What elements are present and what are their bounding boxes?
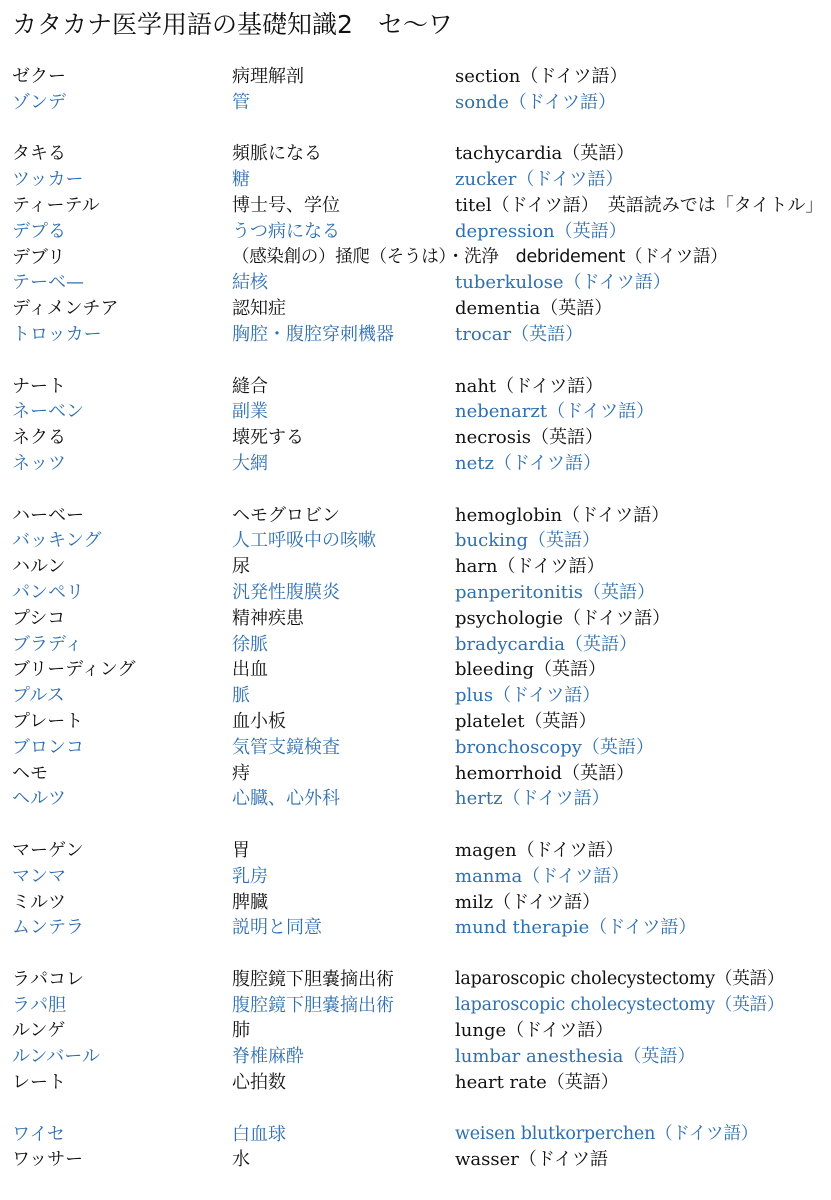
term-meaning: 糖 bbox=[232, 169, 250, 191]
term-meaning: 尿 bbox=[232, 556, 250, 578]
term-origin: manma（ドイツ語） bbox=[455, 865, 630, 887]
term-origin: heart rate（英語） bbox=[455, 1072, 619, 1094]
term-origin: milz（ドイツ語） bbox=[455, 891, 601, 913]
term-group bbox=[0, 503, 831, 813]
term-meaning: 肺 bbox=[232, 1020, 250, 1042]
term-row bbox=[0, 245, 831, 271]
term-katakana: ツッカー bbox=[12, 169, 84, 191]
term-origin: platelet（英語） bbox=[455, 710, 597, 732]
term-origin: titel（ドイツ語） 英語読みでは「タイトル」 bbox=[455, 194, 824, 216]
term-origin: zucker（ドイツ語） bbox=[455, 169, 624, 191]
term-row bbox=[0, 270, 831, 296]
term-meaning: 腹腔鏡下胆嚢摘出術 bbox=[232, 994, 394, 1016]
term-meaning: 博士号、学位 bbox=[232, 194, 340, 216]
term-row bbox=[0, 90, 831, 116]
term-katakana: ラパコレ bbox=[12, 968, 84, 990]
term-row bbox=[0, 864, 831, 890]
term-origin: bleeding（英語） bbox=[455, 659, 606, 681]
term-row bbox=[0, 322, 831, 348]
term-origin: dementia（英語） bbox=[455, 298, 613, 320]
term-meaning: 痔 bbox=[232, 762, 250, 784]
term-meaning: 心臓、心外科 bbox=[232, 788, 340, 810]
glossary bbox=[0, 64, 831, 1199]
term-meaning: 精神疾患 bbox=[232, 607, 304, 629]
term-katakana: トロッカー bbox=[12, 323, 102, 345]
term-row bbox=[0, 554, 831, 580]
term-origin: lunge（ドイツ語） bbox=[455, 1020, 614, 1042]
term-row bbox=[0, 786, 831, 812]
term-katakana: ネクる bbox=[12, 427, 66, 449]
term-row bbox=[0, 838, 831, 864]
term-origin: hertz（ドイツ語） bbox=[455, 788, 610, 810]
term-row bbox=[0, 761, 831, 787]
term-origin: lumbar anesthesia（英語） bbox=[455, 1046, 696, 1068]
term-meaning: 結核 bbox=[232, 272, 268, 294]
term-origin: naht（ドイツ語） bbox=[455, 375, 604, 397]
term-katakana: プルス bbox=[12, 685, 65, 707]
term-katakana: ナート bbox=[12, 375, 66, 397]
term-katakana: テーベ— bbox=[12, 272, 84, 294]
term-katakana: ハーベー bbox=[12, 504, 84, 526]
term-origin: sonde（ドイツ語） bbox=[455, 91, 616, 113]
term-row bbox=[0, 425, 831, 451]
term-row bbox=[0, 1044, 831, 1070]
term-row bbox=[0, 503, 831, 529]
term-origin: bronchoscopy（英語） bbox=[455, 736, 654, 758]
term-origin: hemoglobin（ドイツ語） bbox=[455, 504, 670, 526]
term-katakana: ラパ胆 bbox=[12, 994, 66, 1016]
term-meaning: 胸腔・腹腔穿刺機器 bbox=[232, 323, 394, 345]
term-row bbox=[0, 657, 831, 683]
term-row bbox=[0, 1070, 831, 1096]
term-katakana: ブリーディング bbox=[12, 659, 136, 681]
term-origin: bucking（英語） bbox=[455, 530, 600, 552]
term-row bbox=[0, 709, 831, 735]
term-katakana: ワイセ bbox=[12, 1123, 65, 1145]
term-row bbox=[0, 1122, 831, 1148]
term-group bbox=[0, 64, 831, 116]
term-katakana: マーゲン bbox=[12, 839, 84, 861]
term-row bbox=[0, 296, 831, 322]
term-katakana: ムンテラ bbox=[12, 917, 84, 939]
term-meaning: 脈 bbox=[232, 685, 250, 707]
term-katakana: ミルツ bbox=[12, 891, 66, 913]
term-origin: psychologie（ドイツ語） bbox=[455, 607, 671, 629]
term-meaning: 腹腔鏡下胆嚢摘出術 bbox=[232, 968, 394, 990]
term-origin: hemorrhoid（英語） bbox=[455, 762, 635, 784]
term-origin: section（ドイツ語） bbox=[455, 66, 628, 87]
term-origin: depression（英語） bbox=[455, 220, 627, 242]
term-row bbox=[0, 735, 831, 761]
term-row bbox=[0, 915, 831, 941]
term-meaning: 病理解剖 bbox=[232, 66, 304, 87]
term-origin: harn（ドイツ語） bbox=[455, 556, 605, 578]
term-meaning: 管 bbox=[232, 91, 250, 113]
term-meaning: 汎発性腹膜炎 bbox=[232, 581, 340, 603]
term-row bbox=[0, 632, 831, 658]
term-meaning: 縫合 bbox=[232, 375, 268, 397]
term-row bbox=[0, 1018, 831, 1044]
term-origin: tachycardia（英語） bbox=[455, 143, 635, 165]
term-row bbox=[0, 683, 831, 709]
term-group bbox=[0, 967, 831, 1096]
term-row bbox=[0, 167, 831, 193]
term-katakana: ブラディ bbox=[12, 633, 83, 655]
term-origin: nebenarzt（ドイツ語） bbox=[455, 401, 655, 423]
term-meaning: 認知症 bbox=[232, 298, 286, 320]
term-origin: necrosis（英語） bbox=[455, 427, 603, 449]
term-meaning: 副業 bbox=[232, 401, 268, 423]
term-origin: trocar（英語） bbox=[455, 323, 584, 345]
term-meaning: 気管支鏡検査 bbox=[232, 736, 340, 758]
term-meaning: 乳房 bbox=[232, 865, 268, 887]
term-meaning: 胃 bbox=[232, 839, 250, 861]
term-katakana: ネーベン bbox=[12, 401, 84, 423]
term-katakana: ネッツ bbox=[12, 452, 66, 474]
term-group bbox=[0, 141, 831, 347]
term-row bbox=[0, 1147, 831, 1173]
term-katakana: ヘモ bbox=[12, 762, 48, 784]
term-origin: plus（ドイツ語） bbox=[455, 685, 601, 707]
term-katakana: デプる bbox=[12, 220, 66, 242]
term-row bbox=[0, 967, 831, 993]
term-katakana: ティーテル bbox=[12, 194, 100, 216]
term-row bbox=[0, 193, 831, 219]
term-origin: bradycardia（英語） bbox=[455, 633, 637, 655]
term-origin: tuberkulose（ドイツ語） bbox=[455, 272, 671, 294]
term-katakana: ルンゲ bbox=[12, 1020, 66, 1042]
term-katakana: デブリ bbox=[12, 246, 66, 268]
term-origin: wasser（ドイツ語 bbox=[455, 1149, 608, 1171]
term-meaning: 血小板 bbox=[232, 710, 286, 732]
term-row bbox=[0, 219, 831, 245]
term-row bbox=[0, 606, 831, 632]
term-origin: mund therapie（ドイツ語） bbox=[455, 917, 697, 939]
term-katakana: バッキング bbox=[12, 530, 102, 552]
term-row bbox=[0, 580, 831, 606]
term-meaning: 頻脈になる bbox=[232, 143, 322, 165]
term-row bbox=[0, 451, 831, 477]
term-katakana: プレート bbox=[12, 710, 84, 732]
term-katakana: ヘルツ bbox=[12, 788, 66, 810]
term-meaning: 脊椎麻酔 bbox=[232, 1046, 304, 1068]
term-origin: weisen blutkorperchen（ドイツ語） bbox=[455, 1123, 759, 1144]
term-origin: magen（ドイツ語） bbox=[455, 839, 624, 861]
term-row bbox=[0, 141, 831, 167]
term-meaning: 人工呼吸中の咳嗽 bbox=[232, 530, 376, 552]
term-meaning: ヘモグロビン bbox=[232, 504, 340, 526]
term-row bbox=[0, 528, 831, 554]
term-row bbox=[0, 993, 831, 1019]
term-group bbox=[0, 838, 831, 941]
term-meaning: 壊死する bbox=[232, 427, 304, 449]
term-katakana: パンペリ bbox=[12, 581, 84, 603]
term-origin: laparoscopic cholecystectomy（英語） bbox=[455, 994, 785, 1015]
term-meaning: 出血 bbox=[232, 659, 268, 681]
page-title: カタカナ医学用語の基礎知識2 セ〜ワ bbox=[12, 10, 453, 39]
term-katakana: ゾンデ bbox=[12, 91, 66, 113]
term-row bbox=[0, 890, 831, 916]
term-katakana: タキる bbox=[12, 143, 66, 165]
term-meaning: 白血球 bbox=[232, 1123, 286, 1145]
term-katakana: ブロンコ bbox=[12, 736, 84, 758]
term-meaning: うつ病になる bbox=[232, 220, 340, 242]
term-origin: netz（ドイツ語） bbox=[455, 452, 602, 474]
term-row bbox=[0, 374, 831, 400]
term-meaning: 大網 bbox=[232, 452, 268, 474]
term-group bbox=[0, 1122, 831, 1174]
term-meaning: 脾臓 bbox=[232, 891, 268, 913]
term-katakana: プシコ bbox=[12, 607, 66, 629]
term-meaning: 徐脈 bbox=[232, 633, 268, 655]
term-katakana: ディメンチア bbox=[12, 298, 119, 320]
term-meaning: 水 bbox=[232, 1149, 250, 1171]
term-origin: laparoscopic cholecystectomy（英語） bbox=[455, 968, 785, 989]
term-katakana: ゼクー bbox=[12, 66, 66, 87]
term-origin: panperitonitis（英語） bbox=[455, 581, 656, 603]
term-meaning: 心拍数 bbox=[232, 1072, 286, 1094]
term-katakana: ハルン bbox=[12, 556, 66, 578]
term-meaning: 説明と同意 bbox=[232, 917, 322, 939]
term-row bbox=[0, 399, 831, 425]
term-meaning: （感染創の）掻爬（そうは）・洗浄 debridement（ドイツ語） bbox=[232, 246, 728, 267]
term-katakana: マンマ bbox=[12, 865, 66, 887]
term-katakana: ルンバール bbox=[12, 1046, 100, 1068]
term-row bbox=[0, 64, 831, 90]
term-katakana: ワッサー bbox=[12, 1149, 84, 1171]
term-group bbox=[0, 374, 831, 477]
term-katakana: レート bbox=[12, 1072, 66, 1094]
